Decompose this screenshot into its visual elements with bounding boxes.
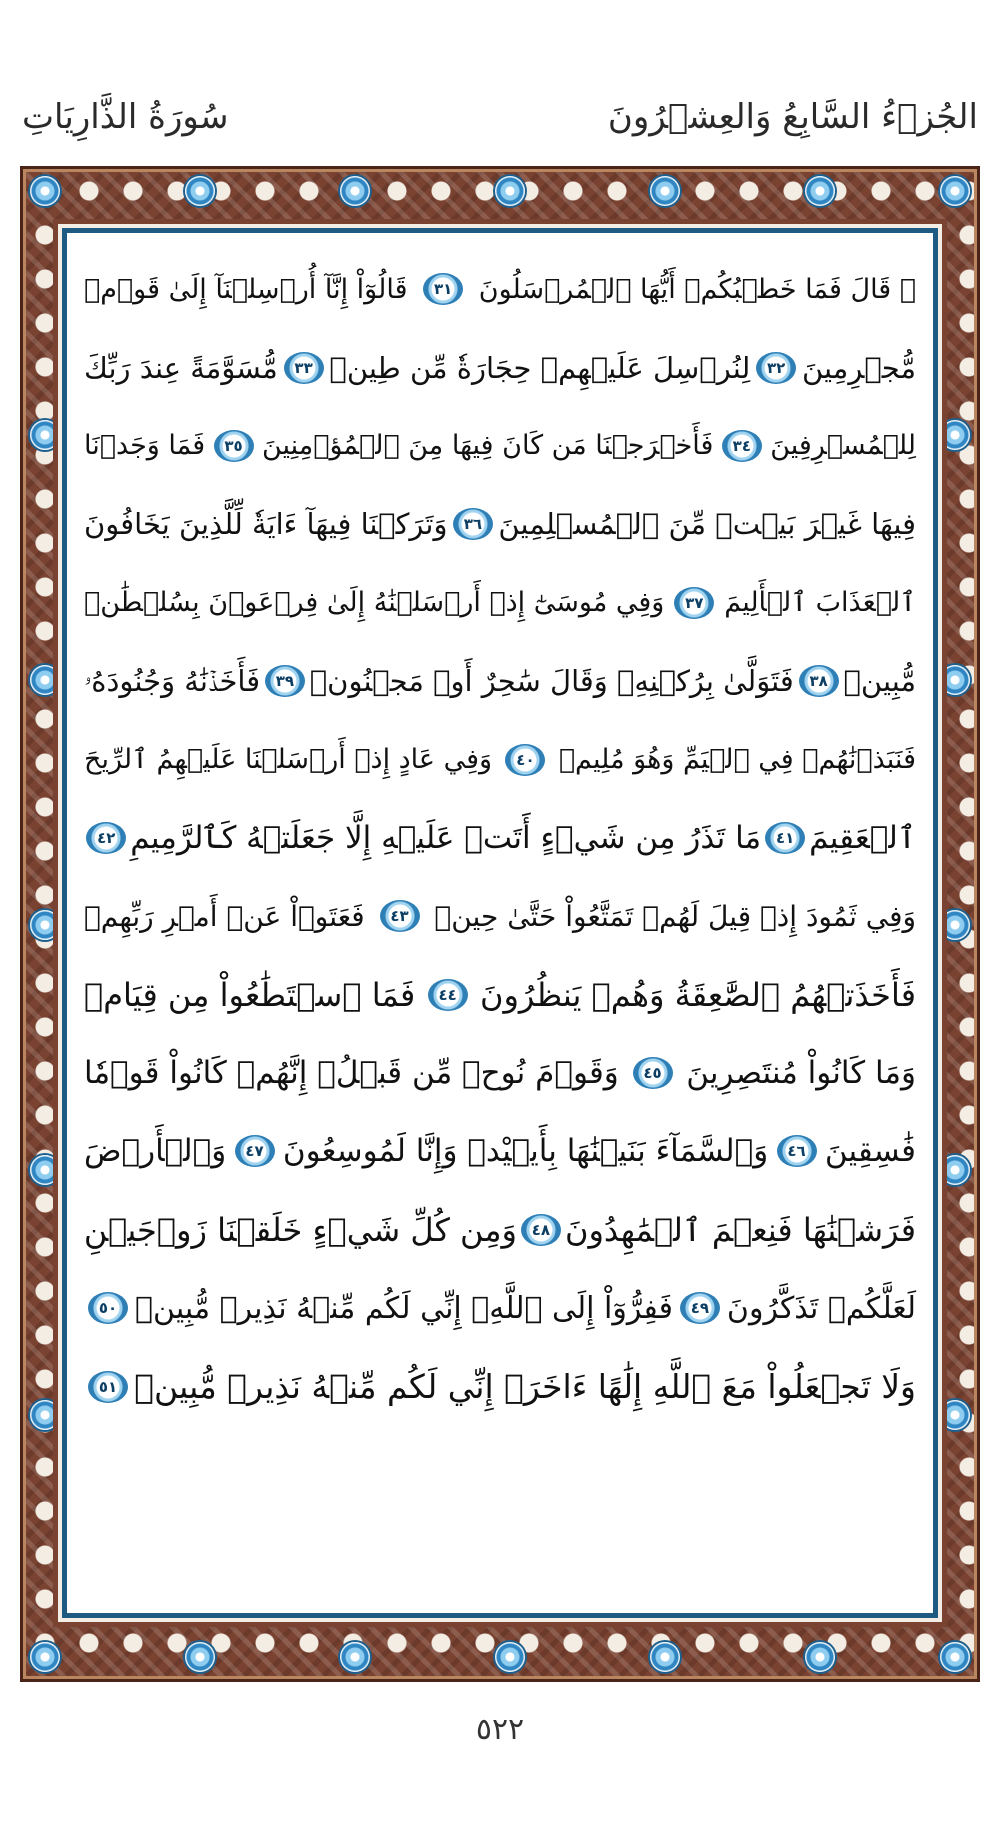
- ayah-number-marker: ٥٠: [88, 1292, 128, 1324]
- ayah-number-marker: ٤٩: [680, 1292, 720, 1324]
- verse-text: فَأَخَذۡنَٰهُ وَجُنُودَهُۥ: [84, 663, 261, 698]
- edge-rosette-icon: [30, 420, 60, 450]
- verse-text: لَعَلَّكُمۡ تَذَكَّرُونَ: [726, 1290, 916, 1326]
- verse-text: فَرَشۡنَٰهَا فَنِعۡمَ ٱلۡمَٰهِدُونَ: [564, 1210, 916, 1249]
- quran-text: [84, 250, 916, 1426]
- verse-text: فَعَتَوۡاْ عَنۡ أَمۡرِ رَبِّهِمۡ: [84, 899, 365, 933]
- edge-rosette-icon: [30, 910, 60, 940]
- edge-rosette-icon: [805, 1642, 835, 1672]
- verse-text: وَقَوۡمَ نُوحٖ مِّن قَبۡلُۖ إِنَّهُمۡ كَانُواْ قَوۡمٗا: [84, 1055, 619, 1092]
- edge-rosette-icon: [940, 1155, 970, 1185]
- ayah-number-marker: ٣٢: [756, 352, 796, 384]
- text-line: [84, 250, 916, 328]
- verse-text: وَفِي مُوسَىٰٓ إِذۡ أَرۡسَلۡنَٰهُ إِلَىٰ فِرۡعَوۡنَ بِسُلۡطَٰنٖ: [84, 587, 665, 619]
- ayah-number-marker: ٣٨: [799, 665, 839, 697]
- verse-text: فَنَبَذۡنَٰهُمۡ فِي ٱلۡيَمِّ وَهُوَ مُلِيمٞ: [558, 744, 916, 776]
- text-line: [84, 328, 916, 406]
- ayah-number-marker: ٤٠: [505, 744, 545, 776]
- verse-text: فَتَوَلَّىٰ بِرُكۡنِهِۦ وَقَالَ سَٰحِرٌ أَوۡ مَجۡنُونٞ: [309, 664, 794, 699]
- edge-rosette-icon: [650, 1642, 680, 1672]
- text-line: [84, 1347, 916, 1425]
- verse-text: وَٱلسَّمَآءَ بَنَيۡنَٰهَا بِأَيۡيْدٖ وَإِنَّا لَمُوسِعُونَ: [282, 1133, 769, 1170]
- ayah-number-marker: ٣٩: [265, 665, 305, 697]
- edge-rosette-icon: [495, 176, 525, 206]
- verse-text: مُّسَوَّمَةً عِندَ رَبِّكَ: [84, 350, 278, 385]
- verse-text: ۞ قَالَ فَمَا خَطۡبُكُمۡ أَيُّهَا ٱلۡمُرۡسَلُونَ: [478, 273, 916, 305]
- verse-text: مُّبِينٖ: [843, 664, 916, 699]
- verse-text: فَأَخَذَتۡهُمُ ٱلصَّٰعِقَةُ وَهُمۡ يَنظُرُونَ: [479, 975, 916, 1014]
- edge-rosette-icon: [340, 1642, 370, 1672]
- verse-text: لِلۡمُسۡرِفِينَ: [770, 430, 916, 462]
- ayah-number-marker: ٣٤: [722, 430, 762, 462]
- ayah-number-marker: ٤٣: [380, 900, 420, 932]
- verse-text: فَمَا وَجَدۡنَا: [84, 430, 206, 462]
- edge-rosette-icon: [30, 1155, 60, 1185]
- corner-rosette-icon: [940, 176, 970, 206]
- juz-label: الجُزۡءُ السَّابِعُ وَالعِشۡرُونَ: [607, 97, 978, 137]
- surah-name: سُورَةُ الذَّارِيَاتِ: [22, 97, 229, 137]
- text-line: [84, 1269, 916, 1347]
- text-line: [84, 642, 916, 720]
- verse-text: فَفِرُّوٓاْ إِلَى ٱللَّهِۖ إِنِّي لَكُم مِّنۡهُ نَذِيرٞ مُّبِينٞ: [135, 1290, 673, 1326]
- page-number: ٥٢٢: [475, 1712, 525, 1747]
- ayah-number-marker: ٣٦: [453, 508, 493, 540]
- corner-rosette-icon: [940, 1642, 970, 1672]
- verse-text: وَمِن كُلِّ شَيۡءٍ خَلَقۡنَا زَوۡجَيۡنِ: [83, 1210, 517, 1249]
- text-line: [84, 720, 916, 798]
- edge-rosette-icon: [495, 1642, 525, 1672]
- ayah-number-marker: ٣٧: [674, 587, 714, 619]
- verse-text: مُّجۡرِمِينَ: [801, 350, 916, 385]
- text-line: [84, 407, 916, 485]
- ayah-number-marker: ٣٥: [214, 430, 254, 462]
- ayah-number-marker: ٤٢: [86, 822, 126, 854]
- verse-text: فَأَخۡرَجۡنَا مَن كَانَ فِيهَا مِنَ ٱلۡمُؤۡمِنِينَ: [261, 430, 714, 462]
- edge-rosette-icon: [650, 176, 680, 206]
- text-line: [84, 877, 916, 955]
- edge-rosette-icon: [340, 176, 370, 206]
- text-line: [84, 564, 916, 642]
- text-line: [84, 799, 916, 877]
- verse-text: قَالُوٓاْ إِنَّآ أُرۡسِلۡنَآ إِلَىٰ قَوۡمٖ: [84, 273, 408, 305]
- ayah-number-marker: ٤٧: [235, 1135, 275, 1167]
- edge-rosette-icon: [185, 176, 215, 206]
- edge-rosette-icon: [185, 1642, 215, 1672]
- verse-text: فِيهَا غَيۡرَ بَيۡتٖ مِّنَ ٱلۡمُسۡلِمِينَ: [498, 507, 916, 542]
- text-line: [84, 485, 916, 563]
- corner-rosette-icon: [30, 1642, 60, 1672]
- ayah-number-marker: ٣٣: [284, 352, 324, 384]
- edge-rosette-icon: [805, 176, 835, 206]
- verse-text: فَٰسِقِينَ: [824, 1133, 916, 1170]
- edge-rosette-icon: [940, 910, 970, 940]
- edge-rosette-icon: [30, 665, 60, 695]
- verse-text: وَٱلۡأَرۡضَ: [84, 1133, 227, 1170]
- edge-rosette-icon: [940, 665, 970, 695]
- verse-text: فَمَا ٱسۡتَطَٰعُواْ مِن قِيَامٖ: [84, 975, 416, 1014]
- verse-text: وَفِي ثَمُودَ إِذۡ قِيلَ لَهُمۡ تَمَتَّعُواْ حَتَّىٰ حِينٖ: [434, 899, 916, 933]
- ayah-number-marker: ٤٥: [633, 1057, 673, 1089]
- verse-text: مَا تَذَرُ مِن شَيۡءٍ أَتَتۡ عَلَيۡهِ إِلَّا جَعَلَتۡهُ كَٱلرَّمِيمِ: [130, 819, 762, 856]
- ayah-number-marker: ٣١: [423, 273, 463, 305]
- verse-text: وَلَا تَجۡعَلُواْ مَعَ ٱللَّهِ إِلَٰهًا ءَاخَرَۖ إِنِّي لَكُم مِّنۡهُ نَذِيرٞ مُّبِينٞ: [134, 1367, 916, 1407]
- ayah-number-marker: ٥١: [88, 1371, 128, 1403]
- corner-rosette-icon: [30, 176, 60, 206]
- text-line: [84, 1112, 916, 1190]
- verse-text: ٱلۡعَذَابَ ٱلۡأَلِيمَ: [724, 587, 916, 619]
- edge-rosette-icon: [30, 1400, 60, 1430]
- verse-text: وَتَرَكۡنَا فِيهَآ ءَايَةٗ لِّلَّذِينَ يَخَافُونَ: [84, 507, 448, 542]
- verse-text: وَمَا كَانُواْ مُنتَصِرِينَ: [686, 1055, 916, 1092]
- text-line: [84, 956, 916, 1034]
- page-header: [22, 86, 978, 148]
- verse-text: وَفِي عَادٍ إِذۡ أَرۡسَلۡنَا عَلَيۡهِمُ ٱلرِّيحَ: [84, 744, 493, 776]
- verse-text: ٱلۡعَقِيمَ: [809, 819, 916, 856]
- edge-rosette-icon: [940, 420, 970, 450]
- edge-rosette-icon: [940, 1400, 970, 1430]
- ayah-number-marker: ٤٤: [428, 979, 468, 1011]
- ayah-number-marker: ٤١: [765, 822, 805, 854]
- ayah-number-marker: ٤٨: [521, 1214, 561, 1246]
- text-line: [84, 1034, 916, 1112]
- text-line: [84, 1191, 916, 1269]
- ayah-number-marker: ٤٦: [777, 1135, 817, 1167]
- verse-text: لِنُرۡسِلَ عَلَيۡهِمۡ حِجَارَةٗ مِّن طِينٖ: [329, 350, 751, 385]
